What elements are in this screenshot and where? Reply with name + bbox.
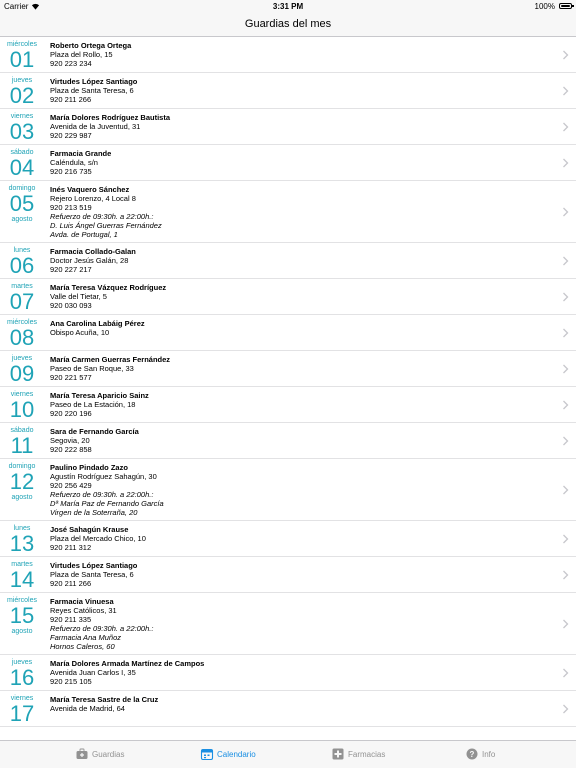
date-column — [0, 37, 44, 71]
address-line: Valle del Tietar, 5 — [50, 292, 107, 301]
month-label: agosto — [11, 628, 33, 635]
pharmacy-name: Sara de Fernando García — [50, 427, 139, 436]
chevron-right-icon — [562, 86, 569, 96]
phone-number: 920 211 312 — [50, 543, 92, 552]
pharmacy-info — [50, 561, 540, 588]
phone-number: 920 221 577 — [50, 373, 92, 382]
pharmacy-name: María Dolores Rodríguez Bautista — [50, 113, 171, 122]
duty-row[interactable] — [0, 423, 576, 459]
pharmacy-info — [50, 247, 540, 274]
duty-row[interactable] — [0, 521, 576, 557]
chevron-right-icon — [562, 158, 569, 168]
address-line: Doctor Jesús Galán, 28 — [50, 256, 129, 265]
phone-number: 920 227 217 — [50, 265, 92, 274]
chevron-right-icon — [562, 619, 569, 629]
pharmacy-name: Farmacia Vinuesa — [50, 597, 114, 606]
weekday-label: martes — [11, 283, 33, 290]
date-column — [0, 109, 44, 143]
weekday-label: domingo — [8, 463, 36, 470]
weekday-label: sábado — [10, 427, 34, 434]
chevron-right-icon — [562, 364, 569, 374]
weekday-label: viernes — [10, 391, 34, 398]
carrier-label: Carrier — [4, 2, 29, 11]
phone-number: 920 215 105 — [50, 677, 92, 686]
pharmacy-info — [50, 355, 540, 382]
weekday-label: jueves — [11, 77, 33, 84]
chevron-right-icon — [562, 436, 569, 446]
day-number: 11 — [10, 433, 34, 458]
day-number: 07 — [9, 289, 35, 314]
pharmacy-info — [50, 525, 540, 552]
address-line: Plaza de Santa Teresa, 6 — [50, 86, 134, 95]
address-line: Paseo de La Estación, 18 — [50, 400, 136, 409]
duty-row[interactable] — [0, 459, 576, 521]
tab-bar — [0, 740, 576, 768]
pharmacy-name: Virtudes López Santiago — [50, 561, 138, 570]
reinforcement-line: Refuerzo de 09:30h. a 22:00h.: — [50, 490, 154, 499]
reinforcement-line: Avda. de Portugal, 1 — [50, 230, 118, 239]
date-column — [0, 459, 44, 502]
date-column — [0, 181, 44, 224]
address-line: Obispo Acuña, 10 — [50, 328, 110, 337]
day-number: 05 — [9, 191, 35, 216]
phone-number: 920 216 735 — [50, 167, 92, 176]
pharmacy-name: Farmacia Collado-Galan — [50, 247, 136, 256]
day-number: 12 — [9, 469, 35, 494]
tab-guardias[interactable] — [76, 741, 132, 769]
address-line: Plaza de Santa Teresa, 6 — [50, 570, 134, 579]
pharmacy-info — [50, 463, 540, 517]
address-line: Paseo de San Roque, 33 — [50, 364, 134, 373]
date-column — [0, 315, 44, 349]
phone-number: 920 030 093 — [50, 301, 92, 310]
day-number: 01 — [9, 47, 35, 72]
address-line: Reyes Católicos, 31 — [50, 606, 117, 615]
weekday-label: lunes — [13, 525, 31, 532]
day-number: 08 — [9, 325, 35, 350]
duty-row[interactable] — [0, 315, 576, 351]
weekday-label: miércoles — [7, 319, 37, 326]
phone-number: 920 220 196 — [50, 409, 92, 418]
status-time: 3:31 PM — [272, 2, 304, 11]
weekday-label: lunes — [13, 247, 31, 254]
tab-label: Guardias — [92, 750, 125, 759]
pharmacy-name: Farmacia Grande — [50, 149, 112, 158]
pharmacy-name: Virtudes López Santiago — [50, 77, 138, 86]
address-line: Avenida de Madrid, 64 — [50, 704, 125, 713]
day-number: 17 — [9, 701, 35, 726]
chevron-right-icon — [562, 328, 569, 338]
duty-row[interactable] — [0, 109, 576, 145]
pharmacy-info — [50, 427, 540, 454]
pharmacy-info — [50, 77, 540, 104]
day-number: 03 — [9, 119, 35, 144]
reinforcement-line: Dª María Paz de Fernando García — [50, 499, 164, 508]
address-line: Agustín Rodríguez Sahagún, 30 — [50, 472, 157, 481]
date-column — [0, 521, 44, 555]
address-line: Segovia, 20 — [50, 436, 90, 445]
phone-number: 920 223 234 — [50, 59, 92, 68]
day-number: 02 — [9, 83, 35, 108]
duty-row[interactable] — [0, 387, 576, 423]
date-column — [0, 351, 44, 385]
pharmacy-name: Inés Vaquero Sánchez — [50, 185, 130, 194]
duty-row[interactable] — [0, 181, 576, 243]
chevron-right-icon — [562, 668, 569, 678]
chevron-right-icon — [562, 50, 569, 60]
pharmacy-info — [50, 319, 540, 337]
weekday-label: viernes — [10, 695, 34, 702]
duty-row[interactable] — [0, 279, 576, 315]
chevron-right-icon — [562, 704, 569, 714]
phone-number: 920 213 519 — [50, 203, 92, 212]
pharmacy-info — [50, 659, 540, 686]
pharmacy-name: María Dolores Armada Martínez de Campos — [50, 659, 205, 668]
date-column — [0, 691, 44, 725]
navigation-bar — [0, 13, 576, 37]
phone-number: 920 211 335 — [50, 615, 92, 624]
tab-label: Info — [482, 750, 496, 759]
day-number: 04 — [9, 155, 35, 180]
date-column — [0, 73, 44, 107]
pharmacy-info — [50, 283, 540, 310]
day-number: 10 — [9, 397, 35, 422]
pharmacy-name: Paulino Pindado Zazo — [50, 463, 128, 472]
pharmacy-name: María Carmen Guerras Fernández — [50, 355, 171, 364]
tab-label: Farmacias — [348, 750, 386, 759]
reinforcement-line: Farmacia Ana Muñoz — [50, 633, 122, 642]
pharmacy-name: María Teresa Vázquez Rodríguez — [50, 283, 167, 292]
pharmacy-name: María Teresa Aparicio Sainz — [50, 391, 149, 400]
duty-row[interactable] — [0, 73, 576, 109]
day-number: 16 — [9, 665, 35, 690]
date-column — [0, 279, 44, 313]
weekday-label: sábado — [10, 149, 34, 156]
briefcase-plus-icon — [76, 748, 88, 760]
chevron-right-icon — [562, 256, 569, 266]
pharmacy-info — [50, 41, 540, 68]
pharmacy-info — [50, 185, 540, 239]
day-number: 13 — [9, 531, 35, 556]
phone-number: 920 211 266 — [50, 579, 92, 588]
chevron-right-icon — [562, 534, 569, 544]
phone-number: 920 211 266 — [50, 95, 92, 104]
address-line: Rejero Lorenzo, 4 Local 8 — [50, 194, 136, 203]
reinforcement-line: Refuerzo de 09:30h. a 22:00h.: — [50, 624, 154, 633]
chevron-right-icon — [562, 292, 569, 302]
pharmacy-name: Ana Carolina Labáig Pérez — [50, 319, 145, 328]
pharmacy-name: Roberto Ortega Ortega — [50, 41, 132, 50]
date-column — [0, 145, 44, 179]
weekday-label: jueves — [11, 659, 33, 666]
month-label: agosto — [11, 216, 33, 223]
weekday-label: miércoles — [7, 597, 37, 604]
duty-list[interactable] — [0, 37, 576, 726]
weekday-label: domingo — [8, 185, 36, 192]
day-number: 09 — [9, 361, 35, 386]
duty-row[interactable] — [0, 557, 576, 593]
date-column — [0, 243, 44, 277]
pharmacy-name: José Sahagún Krause — [50, 525, 129, 534]
tab-label: Calendario — [217, 750, 256, 759]
duty-row[interactable] — [0, 351, 576, 387]
reinforcement-line: Virgen de la Soterraña, 20 — [50, 508, 138, 517]
pharmacy-cross-icon — [332, 748, 344, 760]
phone-number: 920 222 858 — [50, 445, 92, 454]
date-column — [0, 557, 44, 591]
address-line: Plaza del Rollo, 15 — [50, 50, 113, 59]
pharmacy-info — [50, 149, 540, 176]
duty-row[interactable] — [0, 145, 576, 181]
chevron-right-icon — [562, 207, 569, 217]
month-label: agosto — [11, 494, 33, 501]
reinforcement-line: D. Luis Ángel Guerras Fernández — [50, 221, 162, 230]
duty-row[interactable] — [0, 655, 576, 691]
weekday-label: viernes — [10, 113, 34, 120]
duty-row[interactable] — [0, 37, 576, 73]
duty-row[interactable] — [0, 593, 576, 655]
weekday-label: jueves — [11, 355, 33, 362]
date-column — [0, 387, 44, 421]
day-number: 06 — [9, 253, 35, 278]
date-column — [0, 593, 44, 636]
address-line: Avenida Juan Carlos I, 35 — [50, 668, 136, 677]
calendar-icon — [201, 748, 213, 760]
weekday-label: miércoles — [7, 41, 37, 48]
reinforcement-line: Refuerzo de 09:30h. a 22:00h.: — [50, 212, 154, 221]
pharmacy-info — [50, 391, 540, 418]
chevron-right-icon — [562, 485, 569, 495]
status-bar — [0, 0, 576, 13]
tab-calendario[interactable] — [201, 741, 263, 769]
date-column — [0, 423, 44, 457]
battery-percent: 100% — [534, 2, 555, 11]
phone-number: 920 229 987 — [50, 131, 92, 140]
battery-icon — [559, 3, 572, 9]
weekday-label: martes — [11, 561, 33, 568]
chevron-right-icon — [562, 122, 569, 132]
address-line: Avenida de la Juventud, 31 — [50, 122, 141, 131]
page-title: Guardias del mes — [244, 18, 332, 30]
svg-text:?: ? — [469, 750, 475, 759]
pharmacy-name: María Teresa Sastre de la Cruz — [50, 695, 159, 704]
day-number: 14 — [9, 567, 35, 592]
question-circle-icon — [466, 748, 478, 760]
chevron-right-icon — [562, 400, 569, 410]
date-column — [0, 655, 44, 689]
tab-farmacias[interactable] — [332, 741, 392, 769]
chevron-right-icon — [562, 570, 569, 580]
day-number: 15 — [9, 603, 35, 628]
reinforcement-line: Hornos Caleros, 60 — [50, 642, 115, 651]
tab-info[interactable] — [466, 741, 498, 769]
pharmacy-info — [50, 695, 540, 713]
phone-number: 920 256 429 — [50, 481, 92, 490]
duty-row[interactable] — [0, 243, 576, 279]
duty-row[interactable] — [0, 691, 576, 727]
pharmacy-info — [50, 113, 540, 140]
address-line: Caléndula, s/n — [50, 158, 98, 167]
pharmacy-info — [50, 597, 540, 651]
address-line: Plaza del Mercado Chico, 10 — [50, 534, 146, 543]
